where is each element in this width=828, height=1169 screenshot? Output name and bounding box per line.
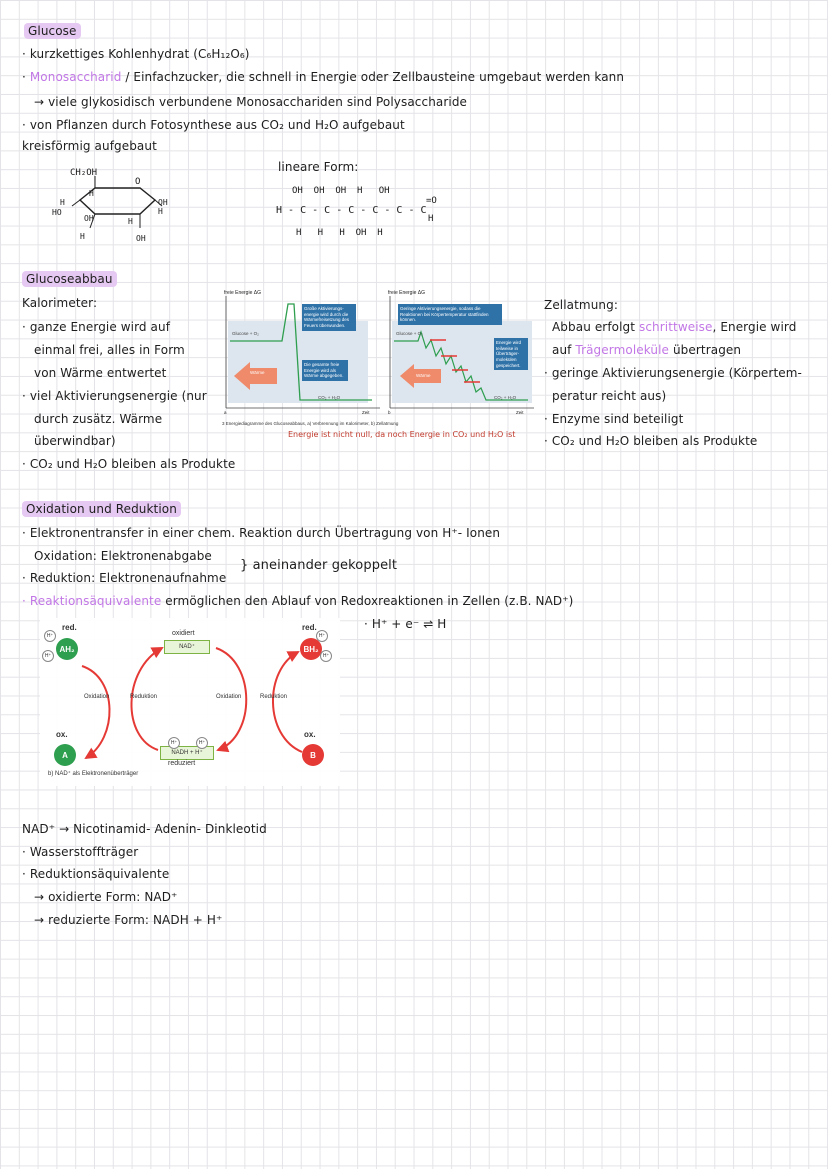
nadh-box: NADH + H⁺ bbox=[160, 746, 214, 760]
zellatmung-title: Zellatmung: bbox=[544, 298, 618, 312]
linear-form-label: lineare Form: bbox=[278, 160, 359, 174]
glucose-line-4: · von Pflanzen durch Fotosynthese aus CO₂ und H₂O aufgebaut bbox=[22, 118, 405, 132]
abbau-title: Glucoseabbau bbox=[22, 272, 117, 286]
glucose-line-1: · kurzkettiges Kohlenhydrat (C₆H₁₂O₆) bbox=[22, 47, 250, 61]
kalorimeter-line-1: · ganze Energie wird auf bbox=[22, 320, 171, 334]
kalorimeter-line-6: überwindbar) bbox=[34, 434, 116, 448]
energy-diagram-a: freie Energie ΔG Große Aktivierungs-energie wird durch die Wärmefreisetzung des Feuers überwunden. Die gesamte freie Energie wird als Wärme abgegeben. Glucose + O₂ Wärme CO₂ + H₂O a Zeit bbox=[222, 290, 382, 420]
h-ion-4: H⁺ bbox=[196, 737, 208, 749]
nad-line-3: · Reduktionsäquivalente bbox=[22, 867, 170, 881]
glucose-line-3: → viele glykosidisch verbundene Monosacchariden sind Polysaccharide bbox=[34, 95, 468, 109]
zellatmung-line-2: auf Trägermoleküle übertragen bbox=[552, 343, 742, 357]
energy-red-note: Energie ist nicht null, da noch Energie in CO₂ und H₂O ist bbox=[288, 430, 516, 439]
kalorimeter-line-4: · viel Aktivierungsenergie (nur bbox=[22, 389, 207, 403]
kalorimeter-line-3: von Wärme entwertet bbox=[34, 366, 167, 380]
kalorimeter-line-5: durch zusätz. Wärme bbox=[34, 412, 163, 426]
glucose-line-5: kreisförmig aufgebaut bbox=[22, 139, 157, 153]
glucose-title: Glucose bbox=[24, 24, 81, 38]
zellatmung-line-6: · CO₂ und H₂O bleiben als Produkte bbox=[544, 434, 758, 448]
zellatmung-line-5: · Enzyme sind beteiligt bbox=[544, 412, 684, 426]
glucose-line-2: · Monosaccharid / Einfachzucker, die schnell in Energie oder Zellbausteine umgebaut werden kann bbox=[22, 70, 625, 84]
kalorimeter-line-7: · CO₂ und H₂O bleiben als Produkte bbox=[22, 457, 236, 471]
h-ion-2: H⁺ bbox=[42, 650, 54, 662]
redox-line-2: Oxidation: Elektronenabgabe bbox=[34, 549, 212, 563]
redox-line-1: · Elektronentransfer in einer chem. Reaktion durch Übertragung von H⁺- Ionen bbox=[22, 526, 501, 540]
traegermolekuele-highlight: Trägermoleküle bbox=[575, 343, 670, 357]
kalorimeter-label: Kalorimeter: bbox=[22, 296, 98, 310]
kalorimeter-line-2: einmal frei, alles in Form bbox=[34, 343, 185, 357]
redox-line-4: · Reaktionsäquivalente ermöglichen den Ablauf von Redoxreaktionen in Zellen (z.B. NAD⁺) bbox=[22, 594, 574, 608]
chain-bottom: H H H OH H bbox=[296, 228, 383, 238]
reaktionsaequivalente-highlight: · Reaktionsäquivalente bbox=[22, 594, 162, 608]
redox-line-3: · Reduktion: Elektronenaufnahme bbox=[22, 571, 227, 585]
nad-redox-diagram: red. AH₂ H⁺ H⁺ ox. A oxidiert NAD⁺ NADH + H⁺ H⁺ H⁺ reduziert red. BH₂ H⁺ H⁺ ox. B Oxidation Reduktion Oxidation Reduktion b) NAD⁺ als Elektronenüberträger bbox=[40, 618, 340, 786]
zellatmung-line-3: · geringe Aktivierungsenergie (Körpertem- bbox=[544, 366, 802, 380]
zellatmung-line-1: Abbau erfolgt schrittweise, Energie wird bbox=[552, 320, 797, 334]
h-ion-3: H⁺ bbox=[168, 737, 180, 749]
redox-title: Oxidation und Reduktion bbox=[22, 502, 181, 516]
coupled-note: } aneinander gekoppelt bbox=[240, 558, 398, 573]
hydrogen-equation: · H⁺ + e⁻ ⇌ H bbox=[364, 617, 447, 631]
zellatmung-line-4: peratur reicht aus) bbox=[552, 389, 667, 403]
nad-line-1: NAD⁺ → Nicotinamid- Adenin- Dinkleotid bbox=[22, 822, 267, 836]
schrittweise-highlight: schrittweise bbox=[638, 320, 713, 334]
glucose-ring-structure: CH₂OH O H H HO OH OH H H H OH bbox=[50, 162, 190, 254]
energy-diagram-b: freie Energie ΔG Geringe Aktivierungsenergie, sodass die Reaktionen bei Körpertemperatur stattfinden können. Energie wird teilweise in Überträger-molekülen gespeichert. Glucose + O₂ Wärme CO₂ + H₂O b Zeit bbox=[386, 290, 536, 420]
chain-top: OH OH OH H OH bbox=[292, 186, 390, 196]
chain-middle: H - C - C - C - C - C - C bbox=[276, 205, 427, 216]
nad-plus-box: NAD⁺ bbox=[164, 640, 210, 654]
a-molecule: A bbox=[54, 744, 76, 766]
bh2-molecule: BH₂ bbox=[300, 638, 322, 660]
chain-aldehyde-o: =O bbox=[426, 196, 437, 206]
nad-line-5: → reduzierte Form: NADH + H⁺ bbox=[34, 913, 223, 927]
monosaccharid-highlight: Monosaccharid bbox=[29, 70, 122, 84]
h-ion-1: H⁺ bbox=[44, 630, 56, 642]
nad-line-4: → oxidierte Form: NAD⁺ bbox=[34, 890, 178, 904]
h-ion-6: H⁺ bbox=[320, 650, 332, 662]
b-molecule: B bbox=[302, 744, 324, 766]
h-ion-5: H⁺ bbox=[316, 630, 328, 642]
nad-line-2: · Wasserstoffträger bbox=[22, 845, 139, 859]
ah2-molecule: AH₂ bbox=[56, 638, 78, 660]
diagram-caption: 3 Energiediagramme des Glucoseabbaus, a) Verbrennung im Kalorimeter, b) Zellatmung bbox=[222, 421, 399, 426]
chain-aldehyde-h: H bbox=[428, 214, 434, 224]
